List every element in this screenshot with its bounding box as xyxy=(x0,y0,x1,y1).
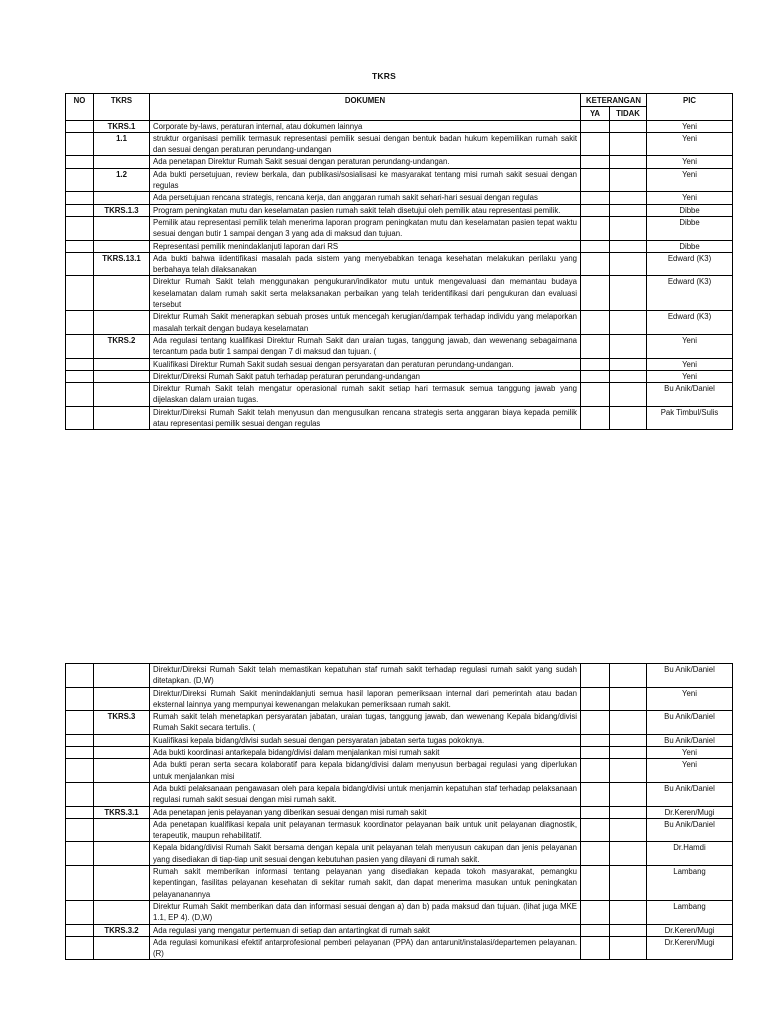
row-dokumen-text: Ada persetujuan rencana strategis, rencana kerja, dan anggaran rumah sakit sehari-hari sesuai dengan regulas xyxy=(150,192,581,204)
row-tidak-cell xyxy=(610,936,647,960)
row-tkrs-code xyxy=(94,156,150,168)
row-pic-name: Dr.Keren/Mugi xyxy=(647,806,733,818)
row-no-cell xyxy=(66,711,94,735)
table-row xyxy=(66,664,733,688)
row-tkrs-code: TKRS.3.2 xyxy=(94,924,150,936)
row-dokumen-text: Ada bukti pelaksanaan pengawasan oleh para kepala bidang/divisi untuk menjamin kepatuhan staf terhadap pelaksanaan regulasi rumah sakit sesuai dengan misi rumah sakit. xyxy=(150,782,581,806)
row-pic-name: Edward (K3) xyxy=(647,276,733,311)
row-tkrs-code xyxy=(94,936,150,960)
row-ya-cell xyxy=(581,936,610,960)
row-pic-name: Yeni xyxy=(647,687,733,711)
row-tidak-cell xyxy=(610,818,647,842)
row-tidak-cell xyxy=(610,806,647,818)
row-tkrs-code xyxy=(94,866,150,901)
row-ya-cell xyxy=(581,842,610,866)
header-dokumen: DOKUMEN xyxy=(150,94,581,121)
row-dokumen-text: Program peningkatan mutu dan keselamatan pasien rumah sakit telah disetujui oleh pemilik atau representasi pemilik. xyxy=(150,204,581,216)
table-row xyxy=(66,900,733,924)
row-pic-name: Edward (K3) xyxy=(647,252,733,276)
row-tkrs-code: TKRS.1.3 xyxy=(94,204,150,216)
row-ya-cell xyxy=(581,358,610,370)
row-tkrs-code xyxy=(94,406,150,430)
row-dokumen-text: Ada penetapan jenis pelayanan yang diberikan sesuai dengan misi rumah sakit xyxy=(150,806,581,818)
table-row xyxy=(66,936,733,960)
row-pic-name: Edward (K3) xyxy=(647,311,733,335)
row-ya-cell xyxy=(581,192,610,204)
row-pic-name: Dr.Keren/Mugi xyxy=(647,924,733,936)
row-tkrs-code xyxy=(94,747,150,759)
row-ya-cell xyxy=(581,156,610,168)
table-row xyxy=(66,806,733,818)
row-no-cell xyxy=(66,168,94,192)
table-row xyxy=(66,216,733,240)
row-tidak-cell xyxy=(610,311,647,335)
row-dokumen-text: Kepala bidang/divisi Rumah Sakit bersama dengan kepala unit pelayanan telah menyusun cakupan dan jenis pelayanan yang disediakan di tiap-tiap unit sesuai dengan kebutuhan pasien yang dilayani di rumah sakit. xyxy=(150,842,581,866)
row-tkrs-code xyxy=(94,842,150,866)
row-no-cell xyxy=(66,334,94,358)
row-tidak-cell xyxy=(610,252,647,276)
row-no-cell xyxy=(66,747,94,759)
row-dokumen-text: Ada bukti koordinasi antarkepala bidang/divisi dalam menjalankan misi rumah sakit xyxy=(150,747,581,759)
table-row xyxy=(66,747,733,759)
row-tidak-cell xyxy=(610,358,647,370)
row-dokumen-text: Direktur/Direksi Rumah Sakit telah memastikan kepatuhan staf rumah sakit terhadap regulasi rumah sakit yang sudah ditetapkan. (D,W) xyxy=(150,664,581,688)
row-ya-cell xyxy=(581,664,610,688)
row-no-cell xyxy=(66,120,94,132)
row-no-cell xyxy=(66,406,94,430)
row-dokumen-text: Corporate by-laws, peraturan internal, atau dokumen lainnya xyxy=(150,120,581,132)
row-no-cell xyxy=(66,216,94,240)
table-row xyxy=(66,132,733,156)
row-tkrs-code xyxy=(94,216,150,240)
row-tidak-cell xyxy=(610,759,647,783)
row-dokumen-text: Ada regulasi tentang kualifikasi Direktur Rumah Sakit dan uraian tugas, tanggung jawab, dan wewenang sebagaimana tercantum pada butir 1 sampai dengan 7 di maksud dan tujuan. ( xyxy=(150,334,581,358)
table-body-2 xyxy=(66,664,733,960)
table-row xyxy=(66,156,733,168)
row-tidak-cell xyxy=(610,156,647,168)
table-row xyxy=(66,120,733,132)
row-tidak-cell xyxy=(610,120,647,132)
row-pic-name: Yeni xyxy=(647,358,733,370)
row-no-cell xyxy=(66,311,94,335)
row-dokumen-text: Kualifikasi kepala bidang/divisi sudah sesuai dengan persyaratan jabatan serta tugas pokoknya. xyxy=(150,734,581,746)
row-ya-cell xyxy=(581,334,610,358)
table-row xyxy=(66,192,733,204)
row-ya-cell xyxy=(581,818,610,842)
row-ya-cell xyxy=(581,120,610,132)
table-row xyxy=(66,818,733,842)
row-tidak-cell xyxy=(610,734,647,746)
table-row xyxy=(66,687,733,711)
table-row xyxy=(66,759,733,783)
row-no-cell xyxy=(66,806,94,818)
row-tidak-cell xyxy=(610,132,647,156)
row-dokumen-text: Direktur Rumah Sakit menerapkan sebuah proses untuk mencegah kerugian/dampak terhadap individu yang melaporkan masalah terkait dengan budaya keselamatan xyxy=(150,311,581,335)
row-tkrs-code xyxy=(94,311,150,335)
table-row xyxy=(66,782,733,806)
row-pic-name: Yeni xyxy=(647,759,733,783)
row-tidak-cell xyxy=(610,383,647,407)
row-tkrs-code: TKRS.1 xyxy=(94,120,150,132)
row-dokumen-text: Direktur/Direksi Rumah Sakit menindaklanjuti semua hasil laporan pemeriksaan internal dari pemerintah atau badan eksternal lainnya yang mempunyai kewenangan melakukan pemeriksaan rumah sakit. xyxy=(150,687,581,711)
row-ya-cell xyxy=(581,311,610,335)
row-tkrs-code xyxy=(94,818,150,842)
row-dokumen-text: Rumah sakit telah menetapkan persyaratan jabatan, uraian tugas, tanggung jawab, dan wewenang Kepala bidang/divisi Rumah Sakit secara tertulis. ( xyxy=(150,711,581,735)
row-ya-cell xyxy=(581,806,610,818)
row-ya-cell xyxy=(581,900,610,924)
table-row xyxy=(66,842,733,866)
row-dokumen-text: Ada penetapan Direktur Rumah Sakit sesuai dengan peraturan perundang-undangan. xyxy=(150,156,581,168)
row-no-cell xyxy=(66,936,94,960)
row-pic-name: Bu Anik/Daniel xyxy=(647,664,733,688)
row-ya-cell xyxy=(581,406,610,430)
row-dokumen-text: Direktur Rumah Sakit telah mengatur operasional rumah sakit setiap hari termasuk semua tanggung jawab yang dijelaskan dalam uraian tugas. xyxy=(150,383,581,407)
table-row xyxy=(66,204,733,216)
row-tkrs-code: TKRS.3.1 xyxy=(94,806,150,818)
row-no-cell xyxy=(66,204,94,216)
document-title: TKRS xyxy=(372,71,396,81)
checklist-table-2 xyxy=(65,663,733,960)
row-no-cell xyxy=(66,664,94,688)
table-row xyxy=(66,734,733,746)
row-ya-cell xyxy=(581,924,610,936)
table-row xyxy=(66,711,733,735)
header-ya: YA xyxy=(581,107,610,120)
row-dokumen-text: Ada regulasi yang mengatur pertemuan di setiap dan antartingkat di rumah sakit xyxy=(150,924,581,936)
header-no: NO xyxy=(66,94,94,121)
row-no-cell xyxy=(66,252,94,276)
row-ya-cell xyxy=(581,734,610,746)
row-tidak-cell xyxy=(610,334,647,358)
row-ya-cell xyxy=(581,370,610,382)
row-dokumen-text: Ada penetapan kualifikasi kepala unit pelayanan termasuk koordinator pelayanan baik untuk unit pelayanan diagnostik, terapeutik, maupun rehabilitatif. xyxy=(150,818,581,842)
row-ya-cell xyxy=(581,276,610,311)
row-no-cell xyxy=(66,358,94,370)
checklist-table-1 xyxy=(65,93,733,430)
row-tidak-cell xyxy=(610,866,647,901)
row-tkrs-code xyxy=(94,900,150,924)
row-tidak-cell xyxy=(610,842,647,866)
row-tkrs-code xyxy=(94,383,150,407)
row-tkrs-code xyxy=(94,759,150,783)
row-tidak-cell xyxy=(610,216,647,240)
row-pic-name: Pak Timbul/Sulis xyxy=(647,406,733,430)
row-dokumen-text: Kualifikasi Direktur Rumah Sakit sudah sesuai dengan persyaratan dan peraturan perundang-undangan. xyxy=(150,358,581,370)
row-tidak-cell xyxy=(610,747,647,759)
row-dokumen-text: Ada bukti bahwa iidentifikasi masalah pada sistem yang menyebabkan tenaga kesehatan melakukan perilaku yang berbahaya telah dilaksanakan xyxy=(150,252,581,276)
table-row xyxy=(66,383,733,407)
row-no-cell xyxy=(66,156,94,168)
row-no-cell xyxy=(66,924,94,936)
row-dokumen-text: Direktur Rumah Sakit memberikan data dan informasi sesuai dengan a) dan b) pada maksud dan tujuan. (lihat juga MKE 1.1, EP 4). (D,W) xyxy=(150,900,581,924)
row-no-cell xyxy=(66,734,94,746)
row-ya-cell xyxy=(581,168,610,192)
row-dokumen-text: Rumah sakit memberikan informasi tentang pelayanan yang disediakan kepada tokoh masyarakat, pemangku kepentingan, fasilitas pelayanan kesehatan di sekitar rumah sakit, dan dapat menerima masukan untuk peningkatan pelayananannya xyxy=(150,866,581,901)
table-row xyxy=(66,252,733,276)
row-tidak-cell xyxy=(610,782,647,806)
row-tkrs-code xyxy=(94,192,150,204)
row-pic-name: Yeni xyxy=(647,168,733,192)
row-dokumen-text: struktur organisasi pemilik termasuk representasi pemilik sesuai dengan bentuk badan hukum kepemilikan rumah sakit dan sesuai dengan peraturan perundang-undangan xyxy=(150,132,581,156)
row-no-cell xyxy=(66,782,94,806)
row-pic-name: Dr.Hamdi xyxy=(647,842,733,866)
table-row xyxy=(66,311,733,335)
row-ya-cell xyxy=(581,216,610,240)
row-ya-cell xyxy=(581,132,610,156)
row-pic-name: Yeni xyxy=(647,747,733,759)
row-tidak-cell xyxy=(610,276,647,311)
row-dokumen-text: Pemilik atau representasi pemilik telah menerima laporan program peningkatan mutu dan keselamatan pasien tepat waktu sesuai dengan butir 1 sampai dengan 3 yang ada di maksud dan tujuan. xyxy=(150,216,581,240)
row-tkrs-code: 1.2 xyxy=(94,168,150,192)
header-pic: PIC xyxy=(647,94,733,121)
row-ya-cell xyxy=(581,240,610,252)
row-no-cell xyxy=(66,687,94,711)
row-pic-name: Bu Anik/Daniel xyxy=(647,782,733,806)
row-pic-name: Bu Anik/Daniel xyxy=(647,711,733,735)
row-pic-name: Lambang xyxy=(647,866,733,901)
header-tidak: TIDAK xyxy=(610,107,647,120)
row-pic-name: Bu Anik/Daniel xyxy=(647,383,733,407)
row-tkrs-code xyxy=(94,276,150,311)
row-tkrs-code: TKRS.13.1 xyxy=(94,252,150,276)
row-no-cell xyxy=(66,900,94,924)
row-tidak-cell xyxy=(610,406,647,430)
table-body-1 xyxy=(66,120,733,430)
row-pic-name: Yeni xyxy=(647,156,733,168)
row-tkrs-code xyxy=(94,687,150,711)
row-tidak-cell xyxy=(610,370,647,382)
row-no-cell xyxy=(66,370,94,382)
row-tkrs-code: TKRS.2 xyxy=(94,334,150,358)
row-ya-cell xyxy=(581,687,610,711)
row-pic-name: Dr.Keren/Mugi xyxy=(647,936,733,960)
row-ya-cell xyxy=(581,252,610,276)
row-no-cell xyxy=(66,276,94,311)
row-pic-name: Bu Anik/Daniel xyxy=(647,818,733,842)
row-no-cell xyxy=(66,818,94,842)
row-ya-cell xyxy=(581,759,610,783)
row-ya-cell xyxy=(581,747,610,759)
row-pic-name: Dibbe xyxy=(647,216,733,240)
row-tidak-cell xyxy=(610,664,647,688)
row-tkrs-code xyxy=(94,240,150,252)
row-pic-name: Lambang xyxy=(647,900,733,924)
row-dokumen-text: Direktur Rumah Sakit telah menggunakan pengukuran/indikator mutu untuk mengevaluasi dan memantau budaya keselamatan dalam rumah sakit serta melaksanakan perbaikan yang telah teridentifikasi dari pengukuran dan evaluasi tersebut xyxy=(150,276,581,311)
row-ya-cell xyxy=(581,383,610,407)
row-pic-name: Yeni xyxy=(647,120,733,132)
row-pic-name: Yeni xyxy=(647,132,733,156)
row-tidak-cell xyxy=(610,240,647,252)
table-row xyxy=(66,866,733,901)
row-pic-name: Yeni xyxy=(647,370,733,382)
row-no-cell xyxy=(66,192,94,204)
row-ya-cell xyxy=(581,711,610,735)
row-dokumen-text: Ada bukti peran serta secara kolaboratif para kepala bidang/divisi dalam menyusun berbagai regulasi yang diperlukan untuk menjalankan misi xyxy=(150,759,581,783)
row-no-cell xyxy=(66,132,94,156)
header-keterangan: KETERANGAN xyxy=(581,94,647,107)
row-pic-name: Yeni xyxy=(647,334,733,358)
header-tkrs: TKRS xyxy=(94,94,150,121)
table-row xyxy=(66,924,733,936)
row-pic-name: Dibbe xyxy=(647,240,733,252)
row-tidak-cell xyxy=(610,711,647,735)
row-tidak-cell xyxy=(610,204,647,216)
row-tkrs-code: TKRS.3 xyxy=(94,711,150,735)
row-dokumen-text: Representasi pemilik menindaklanjuti laporan dari RS xyxy=(150,240,581,252)
row-tkrs-code xyxy=(94,370,150,382)
row-dokumen-text: Direktur/Direksi Rumah Sakit patuh terhadap peraturan perundang-undangan xyxy=(150,370,581,382)
row-tidak-cell xyxy=(610,900,647,924)
row-no-cell xyxy=(66,842,94,866)
row-tidak-cell xyxy=(610,192,647,204)
row-pic-name: Dibbe xyxy=(647,204,733,216)
row-tkrs-code: 1.1 xyxy=(94,132,150,156)
table-row xyxy=(66,370,733,382)
table-row xyxy=(66,168,733,192)
row-tidak-cell xyxy=(610,924,647,936)
row-no-cell xyxy=(66,383,94,407)
row-tidak-cell xyxy=(610,168,647,192)
row-no-cell xyxy=(66,759,94,783)
table-row xyxy=(66,406,733,430)
row-ya-cell xyxy=(581,866,610,901)
row-no-cell xyxy=(66,866,94,901)
table-row xyxy=(66,334,733,358)
row-tkrs-code xyxy=(94,358,150,370)
table-row xyxy=(66,358,733,370)
row-dokumen-text: Ada regulasi komunikasi efektif antarprofesional pemberi pelayanan (PPA) dan antarunit/instalasi/departemen pelayanan. (R) xyxy=(150,936,581,960)
table-row xyxy=(66,240,733,252)
row-pic-name: Bu Anik/Daniel xyxy=(647,734,733,746)
row-tidak-cell xyxy=(610,687,647,711)
row-dokumen-text: Ada bukti persetujuan, review berkala, dan publikasi/sosialisasi ke masyarakat tentang misi rumah sakit sesuai dengan regulas xyxy=(150,168,581,192)
table-row xyxy=(66,276,733,311)
row-tkrs-code xyxy=(94,664,150,688)
row-pic-name: Yeni xyxy=(647,192,733,204)
row-ya-cell xyxy=(581,782,610,806)
row-tkrs-code xyxy=(94,782,150,806)
row-dokumen-text: Direktur/Direksi Rumah Sakit telah menyusun dan mengusulkan rencana strategis serta anggaran biaya kepada pemilik atau representasi pemilik sesuai dengan regulas xyxy=(150,406,581,430)
row-tkrs-code xyxy=(94,734,150,746)
row-no-cell xyxy=(66,240,94,252)
row-ya-cell xyxy=(581,204,610,216)
